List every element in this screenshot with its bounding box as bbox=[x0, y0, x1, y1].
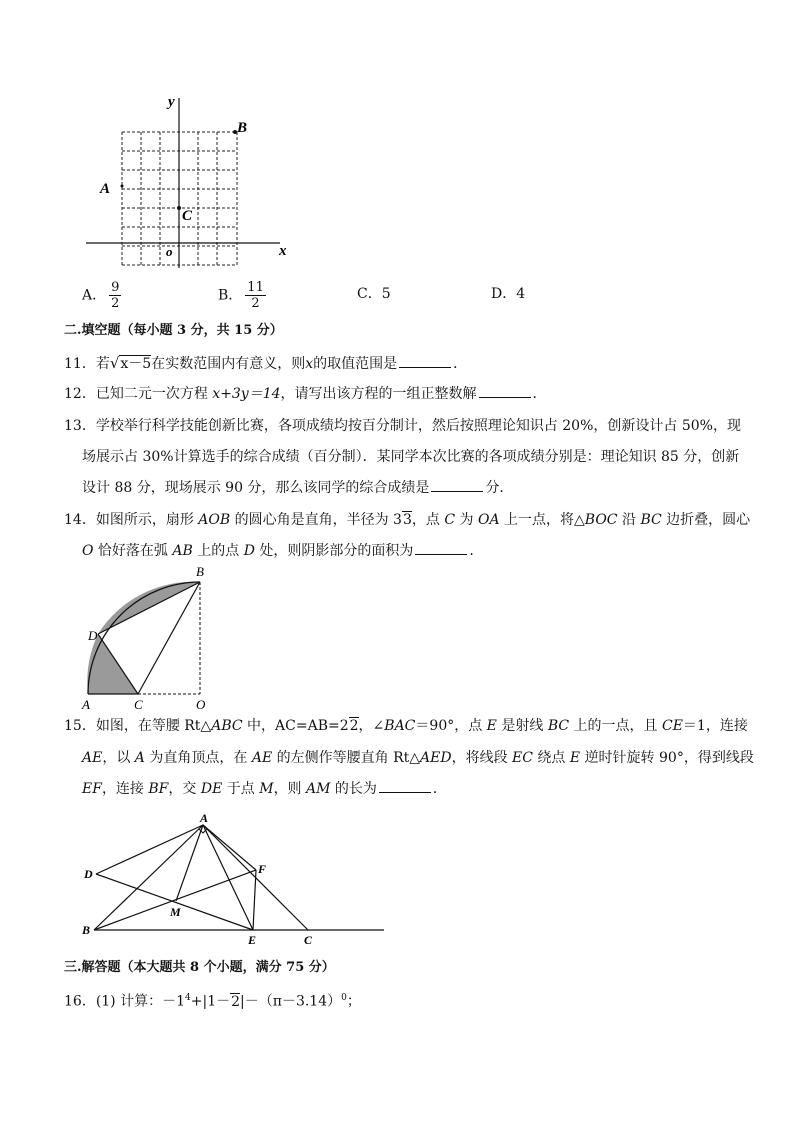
question-15-line-2: AE，以 A 为直角顶点，在 AE 的左侧作等腰直角 Rt△AED，将线段 EC 绕点 E 逆时针旋转 90°，得到线段 bbox=[82, 750, 754, 766]
answer-blank bbox=[379, 780, 431, 793]
label-y: y bbox=[168, 94, 175, 110]
option-c: C．5 bbox=[357, 286, 391, 302]
label-b: B bbox=[196, 564, 204, 579]
question-13-line-2: 场展示占 30%计算选手的综合成绩（百分制）．某同学本次比赛的各项成绩分别是：理论知识 85 分，创新 bbox=[82, 449, 740, 465]
label-f: F bbox=[258, 862, 267, 876]
question-15-line-1: 15．如图，在等腰 Rt△ABC 中，AC=AB=22，∠BAC＝90°，点 E 是射线 BC 上的一点，且 CE＝1，连接 bbox=[64, 718, 748, 734]
segment-am bbox=[176, 825, 203, 901]
label-a: A bbox=[82, 697, 90, 712]
question-12: 12．已知二元一次方程 x+3y＝14，请写出该方程的一组正整数解 ． bbox=[64, 386, 547, 402]
answer-blank bbox=[479, 385, 531, 398]
answer-blank bbox=[431, 479, 483, 492]
label-c: C bbox=[182, 208, 193, 224]
label-a: A bbox=[100, 181, 111, 197]
question-15-line-3: EF，连接 BF，交 DE 于点 M，则 AM 的长为 ． bbox=[82, 781, 447, 797]
label-m: M bbox=[170, 905, 181, 919]
segment-de bbox=[96, 874, 253, 930]
segment-ab bbox=[94, 825, 203, 930]
question-13-line-3: 设计 88 分，现场展示 90 分，那么该同学的综合成绩是 分． bbox=[82, 480, 514, 496]
label-d: D bbox=[88, 628, 98, 643]
section-2-heading: 二.填空题（每小题 3 分，共 15 分） bbox=[64, 323, 283, 338]
label-b: B bbox=[237, 120, 248, 136]
label-c: C bbox=[304, 933, 313, 947]
label-a: A bbox=[200, 811, 209, 825]
question-16: 16．(1) 计算：$-1^4+|1-2|-(\pi-3.14)^0$； bbox=[64, 993, 361, 1010]
option-d: D．4 bbox=[491, 286, 526, 302]
question-11: 11．若√x－5在实数范围内有意义，则x的取值范围是 ． bbox=[64, 354, 468, 372]
option-b: B． $\frac{11}{2}$ bbox=[218, 280, 264, 311]
section-3-heading: 三.解答题（本大题共 8 个小题，满分 75 分） bbox=[64, 960, 335, 975]
point-a bbox=[121, 185, 124, 188]
segment-bd bbox=[98, 582, 200, 634]
segment-bf bbox=[94, 870, 256, 930]
shaded-region-lower bbox=[87, 634, 138, 694]
sector-figure bbox=[78, 562, 218, 712]
grid-figure bbox=[80, 90, 300, 270]
option-a: A． $\frac{9}{2}$ bbox=[82, 280, 120, 311]
segment-af bbox=[203, 825, 256, 870]
answer-blank bbox=[399, 355, 451, 368]
label-b: B bbox=[82, 923, 91, 937]
question-13-line-1: 13．学校举行科学技能创新比赛，各项成绩均按百分制计，然后按照理论知识占 20%，创新设计占 50%，现 bbox=[64, 418, 741, 434]
triangle-figure bbox=[78, 810, 398, 950]
label-o: O bbox=[196, 697, 206, 712]
point-c bbox=[177, 206, 181, 210]
label-c: C bbox=[134, 697, 143, 712]
segment-ef bbox=[253, 870, 256, 930]
label-d: D bbox=[84, 867, 93, 881]
label-e: E bbox=[248, 933, 257, 947]
question-14-line-2: O 恰好落在弧 AB 上的点 D 处，则阴影部分的面积为 ． bbox=[82, 543, 484, 559]
question-14-line-1: 14．如图所示，扇形 AOB 的圆心角是直角，半径为 33，点 C 为 OA 上一点，将△BOC 沿 BC 边折叠，圆心 bbox=[64, 512, 751, 528]
label-o: o bbox=[166, 244, 173, 259]
label-x: x bbox=[279, 243, 287, 259]
answer-blank bbox=[415, 542, 467, 555]
segment-ad bbox=[96, 825, 203, 874]
